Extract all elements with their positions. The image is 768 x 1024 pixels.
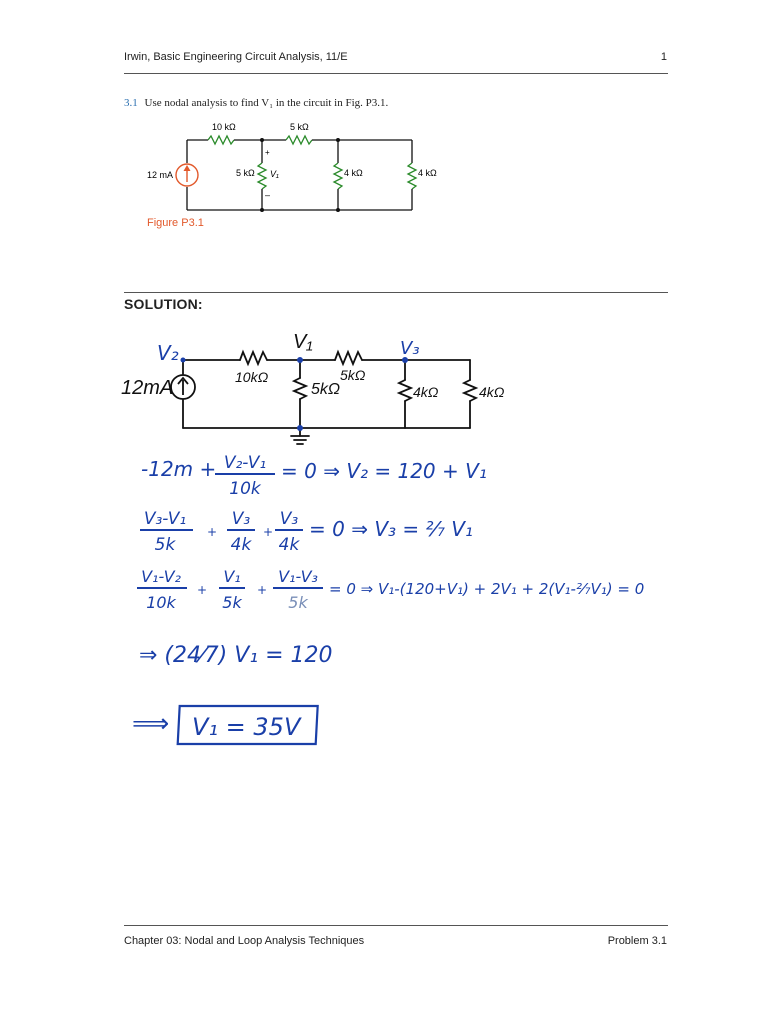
fig-minus: – bbox=[265, 190, 271, 200]
figure-caption: Figure P3.1 bbox=[147, 217, 204, 229]
fig-r2-label: 5 kΩ bbox=[290, 122, 309, 132]
eq2-plus-2: + bbox=[263, 525, 274, 539]
node-v1-label: V₁ bbox=[293, 331, 313, 353]
eq3-t3-num: V₁-V₃ bbox=[278, 567, 318, 586]
solution-r2-label: 5kΩ bbox=[311, 381, 341, 398]
answer-text: V₁ = 35V bbox=[192, 713, 301, 741]
fig-r4-label: 4 kΩ bbox=[418, 168, 437, 178]
footer-chapter: Chapter 03: Nodal and Loop Analysis Techniques bbox=[124, 935, 365, 947]
eq3-plus-2: + bbox=[257, 583, 268, 597]
solution-source-label: 12mA bbox=[121, 377, 174, 399]
solution-r4-label: 4kΩ bbox=[413, 384, 439, 400]
answer-arrow-icon: ⟹ bbox=[132, 709, 170, 739]
current-source-icon bbox=[176, 164, 198, 186]
eq3-t1-num: V₁-V₂ bbox=[141, 567, 181, 586]
header-rule bbox=[124, 73, 668, 74]
solution-r1-label: 10kΩ bbox=[235, 369, 269, 385]
problem-statement bbox=[124, 97, 388, 109]
eq3-rhs: = 0 ⇒ V₁-(120+V₁) + 2V₁ + 2(V₁-²⁄₇V₁) = 0 bbox=[329, 580, 645, 598]
eq3-t3-den: 5k bbox=[288, 593, 308, 612]
eq2-t3-num: V₃ bbox=[279, 509, 299, 529]
fig-plus: + bbox=[265, 148, 270, 157]
answer-row bbox=[130, 700, 350, 752]
equation-1 bbox=[135, 448, 555, 500]
solution-heading: SOLUTION: bbox=[124, 296, 203, 312]
fig-r-mid-label: 5 kΩ bbox=[236, 168, 255, 178]
equation-4 bbox=[135, 632, 455, 676]
solution-r5-label: 4kΩ bbox=[479, 384, 505, 400]
eq2-plus-1: + bbox=[207, 525, 218, 539]
footer-rule bbox=[124, 925, 668, 926]
eq1-numerator: V₂-V₁ bbox=[223, 453, 267, 473]
fig-r1-label: 10 kΩ bbox=[212, 122, 236, 132]
footer-problem: Problem 3.1 bbox=[607, 935, 667, 947]
eq2-t3-den: 4k bbox=[278, 535, 300, 555]
solution-circuit bbox=[115, 330, 535, 450]
solution-rule bbox=[124, 292, 668, 293]
eq1-lhs: -12m + bbox=[141, 457, 217, 481]
fig-source-label: 12 mA bbox=[147, 170, 174, 180]
problem-number: 3.1 bbox=[124, 97, 138, 109]
eq2-t2-den: 4k bbox=[230, 535, 252, 555]
equation-2 bbox=[135, 504, 555, 556]
fig-v1-label: V₁ bbox=[270, 169, 279, 179]
figure-circuit bbox=[140, 115, 460, 215]
header-title: Irwin, Basic Engineering Circuit Analysis, 11/E bbox=[124, 51, 348, 63]
problem-text: Use nodal analysis to find V₁ in the circuit in Fig. P3.1. bbox=[144, 97, 389, 109]
fig-r3-label: 4 kΩ bbox=[344, 168, 363, 178]
eq3-t2-num: V₁ bbox=[223, 567, 241, 586]
eq3-t1-den: 10k bbox=[146, 593, 176, 612]
eq3-plus-1: + bbox=[197, 583, 208, 597]
eq4-text: ⇒ (24⁄7) V₁ = 120 bbox=[139, 643, 333, 668]
node-v2-label: V₂ bbox=[157, 341, 179, 365]
eq1-denominator: 10k bbox=[229, 479, 261, 499]
solution-r3-label: 5kΩ bbox=[340, 367, 366, 383]
eq2-t1-num: V₃-V₁ bbox=[143, 509, 187, 529]
page-number: 1 bbox=[660, 51, 667, 63]
eq1-rhs: = 0 ⇒ V₂ = 120 + V₁ bbox=[281, 459, 487, 483]
eq2-rhs: = 0 ⇒ V₃ = ²⁄₇ V₁ bbox=[309, 517, 473, 541]
eq2-t2-num: V₃ bbox=[231, 509, 251, 529]
equation-3 bbox=[135, 562, 675, 614]
node-v3-label: V₃ bbox=[400, 338, 420, 359]
eq3-t2-den: 5k bbox=[222, 593, 242, 612]
eq2-t1-den: 5k bbox=[154, 535, 176, 555]
handwritten-source-icon bbox=[171, 375, 195, 399]
